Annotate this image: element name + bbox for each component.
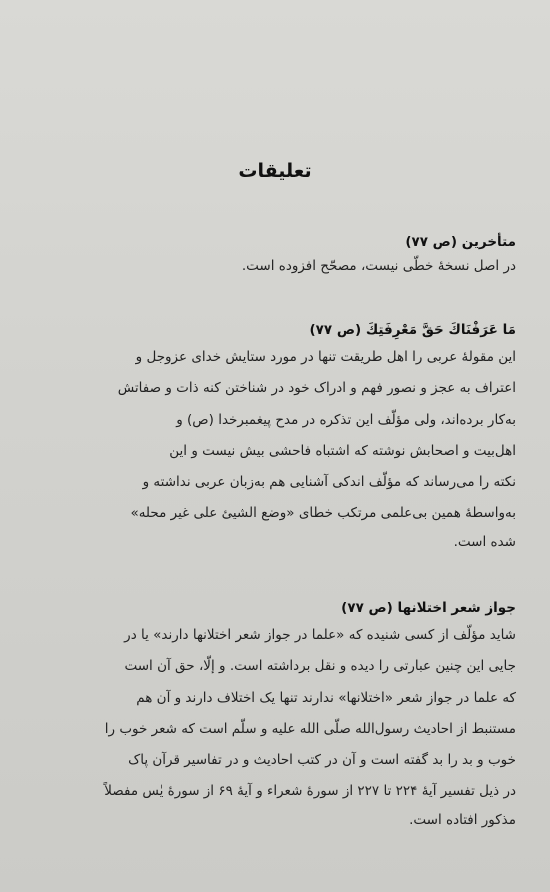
body-line: اهل‌بیت و اصحابش نوشته که اشتباه فاحشی بیش نیست و این	[169, 442, 516, 459]
body-line: به‌کار برده‌اند، ولی مؤلّف این تذکره در مدح پیغمبرخدا (ص) و	[176, 411, 516, 428]
section-heading: متأخرين (ص ۷۷)	[405, 234, 516, 250]
body-line: به‌واسطهٔ همین بی‌علمی مرتکب خطای «وضع الشیئ علی غیر محله»	[130, 505, 516, 522]
body-line: نکته را می‌رساند که مؤلّف اندکی آشنایی هم به‌زبان عربی نداشته و	[142, 474, 516, 491]
body-line: خوب و بد را بد گفته است و آن در کتب احادیث و در تفاسیر قرآن پاک	[128, 752, 516, 769]
body-line: اعتراف به عجز و نصور فهم و ادراک خود در شناختن کنه ذات و صفاتش	[117, 380, 516, 397]
body-line: در ذیل تفسیر آیهٔ ۲۲۴ تا ۲۲۷ از سورهٔ شعراء و آیهٔ ۶۹ از سورهٔ یٰس مفصلاً	[104, 783, 516, 800]
page-title: تعليقات	[238, 160, 312, 182]
section-1	[36, 230, 516, 278]
body-line: شده است.	[453, 533, 516, 550]
section-2	[36, 318, 516, 554]
body-line: این مقولهٔ عربی را اهل طریقت تنها در مورد ستایش خدای عزوجل و	[135, 349, 516, 365]
body-line: که علما در جواز شعر «اختلانها» ندارند تنها یک اختلاف دارند و آن هم	[136, 689, 516, 706]
body-line: شاید مؤلّف از کسی شنیده که «علما در جواز شعر اختلانها دارند» یا در	[124, 627, 516, 643]
section-3	[36, 596, 516, 832]
body-line: جایی این چنین عبارتی را دیده و نقل برداشته است. و إلّا، حق آن است	[124, 658, 516, 675]
body-line: مستنبط از احادیث رسول‌الله صلّی الله علیه و سلّم است که شعر خوب را	[104, 720, 516, 737]
body-line: مذکور افتاده است.	[409, 811, 516, 828]
section-heading: جواز شعر اختلانها (ص ۷۷)	[341, 600, 516, 616]
body-line: در اصل نسخهٔ خطّی نیست، مصحّح افزوده است.	[241, 258, 516, 274]
section-heading: مَا عَرَفْنَاكَ حَقَّ مَعْرِفَتِكَ (ص ۷۷)	[309, 322, 516, 338]
